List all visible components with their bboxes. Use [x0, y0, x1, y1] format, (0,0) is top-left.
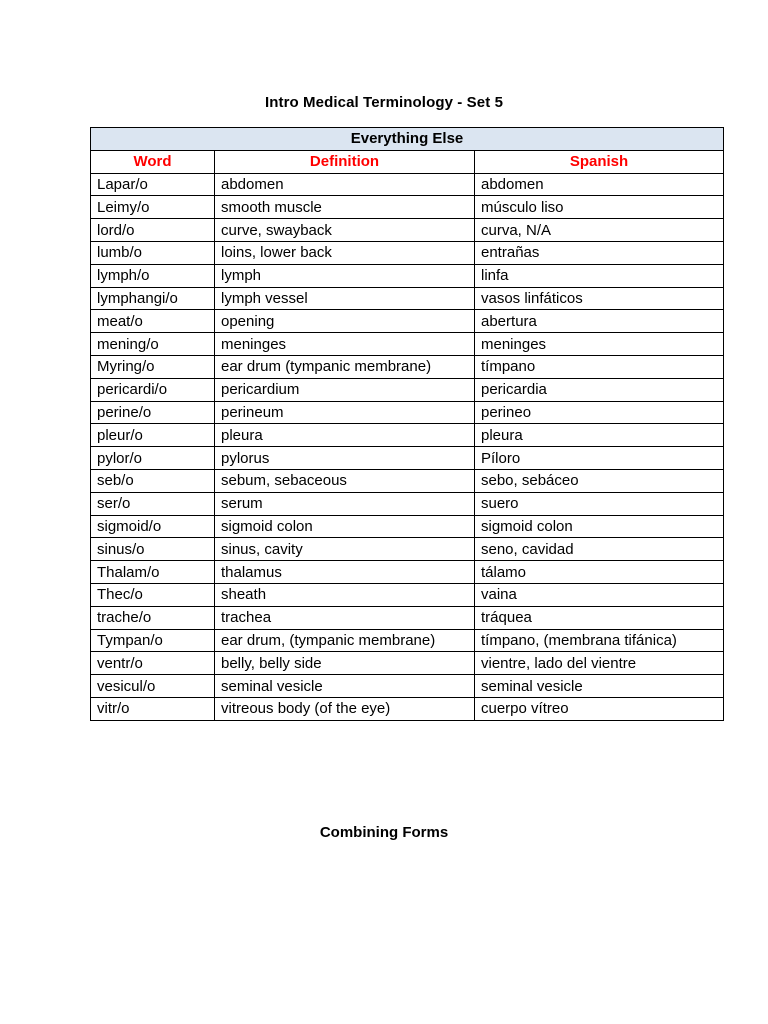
column-header-definition: Definition [215, 150, 475, 173]
definition-cell: lymph vessel [215, 287, 475, 310]
document-title: Intro Medical Terminology - Set 5 [264, 94, 504, 111]
spanish-cell: abdomen [475, 173, 724, 196]
table-row [91, 492, 724, 515]
definition-cell: sinus, cavity [215, 538, 475, 561]
spanish-cell: tímpano, (membrana tifánica) [475, 629, 724, 652]
table-row [91, 538, 724, 561]
definition-cell: smooth muscle [215, 196, 475, 219]
spanish-cell: pleura [475, 424, 724, 447]
word-cell: seb/o [91, 469, 215, 492]
terminology-table [90, 127, 724, 721]
spanish-cell: vasos linfáticos [475, 287, 724, 310]
word-cell: pericardi/o [91, 378, 215, 401]
spanish-cell: entrañas [475, 241, 724, 264]
word-cell: Tympan/o [91, 629, 215, 652]
table-row [91, 561, 724, 584]
word-cell: ser/o [91, 492, 215, 515]
table-row [91, 583, 724, 606]
section-heading: Combining Forms [319, 824, 449, 841]
table-row [91, 401, 724, 424]
definition-cell: lymph [215, 264, 475, 287]
word-cell: pylor/o [91, 447, 215, 470]
word-cell: Thalam/o [91, 561, 215, 584]
table-row [91, 196, 724, 219]
definition-cell: pericardium [215, 378, 475, 401]
definition-cell: trachea [215, 606, 475, 629]
word-cell: vesicul/o [91, 675, 215, 698]
word-cell: vitr/o [91, 697, 215, 720]
table-row [91, 333, 724, 356]
group-header: Everything Else [91, 128, 724, 151]
table-row [91, 310, 724, 333]
spanish-cell: seno, cavidad [475, 538, 724, 561]
word-cell: trache/o [91, 606, 215, 629]
table-row [91, 697, 724, 720]
table-row [91, 173, 724, 196]
spanish-cell: tráquea [475, 606, 724, 629]
definition-cell: seminal vesicle [215, 675, 475, 698]
column-header-spanish: Spanish [475, 150, 724, 173]
spanish-cell: vaina [475, 583, 724, 606]
table-row [91, 219, 724, 242]
table-row [91, 264, 724, 287]
definition-cell: opening [215, 310, 475, 333]
column-header-word: Word [91, 150, 215, 173]
table-row [91, 675, 724, 698]
spanish-cell: cuerpo vítreo [475, 697, 724, 720]
table-row [91, 241, 724, 264]
definition-cell: abdomen [215, 173, 475, 196]
definition-cell: vitreous body (of the eye) [215, 697, 475, 720]
word-cell: pleur/o [91, 424, 215, 447]
group-header-row [91, 128, 724, 151]
table-row [91, 652, 724, 675]
table-body [91, 173, 724, 720]
definition-cell: sheath [215, 583, 475, 606]
word-cell: lumb/o [91, 241, 215, 264]
definition-cell: perineum [215, 401, 475, 424]
word-cell: lymph/o [91, 264, 215, 287]
definition-cell: pleura [215, 424, 475, 447]
spanish-cell: pericardia [475, 378, 724, 401]
table-row [91, 424, 724, 447]
table-row [91, 629, 724, 652]
definition-cell: meninges [215, 333, 475, 356]
word-cell: Lapar/o [91, 173, 215, 196]
table-row [91, 287, 724, 310]
spanish-cell: tálamo [475, 561, 724, 584]
spanish-cell: Píloro [475, 447, 724, 470]
definition-cell: serum [215, 492, 475, 515]
definition-cell: belly, belly side [215, 652, 475, 675]
table-row [91, 355, 724, 378]
spanish-cell: sigmoid colon [475, 515, 724, 538]
word-cell: sinus/o [91, 538, 215, 561]
definition-cell: sebum, sebaceous [215, 469, 475, 492]
word-cell: perine/o [91, 401, 215, 424]
spanish-cell: músculo liso [475, 196, 724, 219]
spanish-cell: seminal vesicle [475, 675, 724, 698]
table-row [91, 378, 724, 401]
column-header-row [91, 150, 724, 173]
definition-cell: ear drum, (tympanic membrane) [215, 629, 475, 652]
word-cell: Myring/o [91, 355, 215, 378]
word-cell: Thec/o [91, 583, 215, 606]
table-row [91, 469, 724, 492]
definition-cell: ear drum (tympanic membrane) [215, 355, 475, 378]
word-cell: lord/o [91, 219, 215, 242]
spanish-cell: meninges [475, 333, 724, 356]
spanish-cell: linfa [475, 264, 724, 287]
word-cell: Leimy/o [91, 196, 215, 219]
spanish-cell: vientre, lado del vientre [475, 652, 724, 675]
spanish-cell: suero [475, 492, 724, 515]
definition-cell: sigmoid colon [215, 515, 475, 538]
spanish-cell: sebo, sebáceo [475, 469, 724, 492]
table-row [91, 515, 724, 538]
spanish-cell: tímpano [475, 355, 724, 378]
spanish-cell: abertura [475, 310, 724, 333]
spanish-cell: perineo [475, 401, 724, 424]
spanish-cell: curva, N/A [475, 219, 724, 242]
definition-cell: pylorus [215, 447, 475, 470]
table-row [91, 606, 724, 629]
word-cell: mening/o [91, 333, 215, 356]
table-row [91, 447, 724, 470]
word-cell: sigmoid/o [91, 515, 215, 538]
word-cell: lymphangi/o [91, 287, 215, 310]
definition-cell: curve, swayback [215, 219, 475, 242]
word-cell: ventr/o [91, 652, 215, 675]
definition-cell: loins, lower back [215, 241, 475, 264]
definition-cell: thalamus [215, 561, 475, 584]
word-cell: meat/o [91, 310, 215, 333]
